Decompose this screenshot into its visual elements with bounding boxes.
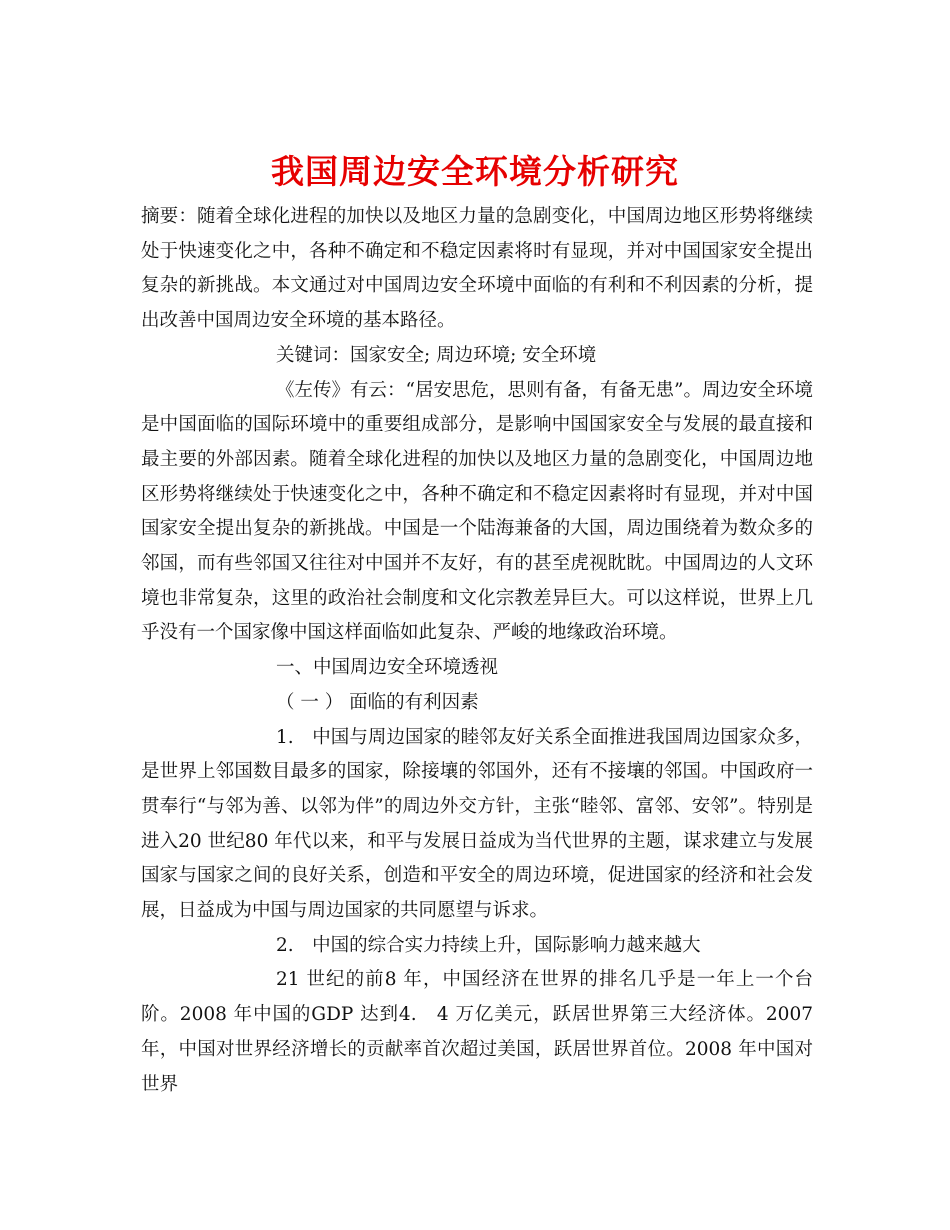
- point-1-paragraph: 1. 中国与周边国家的睦邻友好关系全面推进我国周边国家众多，是世界上邻国数目最多的国家，除接壤的邻国外，还有不接壤的邻国。中国政府一贯奉行“与邻为善、以邻为伴”的周边外交方针，主张“睦邻、富邻、安邻”。特别是进入20 世纪80 年代以来，和平与发展日益成为当代世界的主题，谋求建立与发展国家与国家之间的良好关系，创造和平安全的周边环境，促进国家的经济和社会发展，日益成为中国与周边国家的共同愿望与诉求。: [141, 726, 813, 922]
- point-2-paragraph: 21 世纪的前8 年，中国经济在世界的排名几乎是一年上一个台阶。2008 年中国的GDP 达到4. 4 万亿美元，跃居世界第三大经济体。2007 年，中国对世界经济增长的贡献率首次超过美国，跃居世界首位。2008 年中国对世界: [141, 969, 813, 1095]
- document-title: 我国周边安全环境分析研究: [271, 152, 679, 192]
- subsection-heading: （ 一 ） 面临的有利因素: [276, 691, 479, 713]
- point-2-heading: 2. 中国的综合实力持续上升，国际影响力越来越大: [276, 934, 701, 956]
- keywords-paragraph: 关键词：国家安全; 周边环境; 安全环境: [276, 344, 597, 366]
- document-body: [141, 200, 813, 1102]
- section-heading: 一、中国周边安全环境透视: [276, 657, 499, 679]
- intro-paragraph: 《左传》有云：“居安思危，思则有备，有备无患”。周边安全环境是中国面临的国际环境中的重要组成部分，是影响中国国家安全与发展的最直接和最主要的外部因素。随着全球化进程的加快以及地区力量的急剧变化，中国周边地区形势将继续处于快速变化之中，各种不确定和不稳定因素将时有显现，并对中国国家安全提出复杂的新挑战。中国是一个陆海兼备的大国，周边围绕着为数众多的邻国，而有些邻国又往往对中国并不友好，有的甚至虎视眈眈。中国周边的人文环境也非常复杂，这里的政治社会制度和文化宗教差异巨大。可以这样说，世界上几乎没有一个国家像中国这样面临如此复杂、严峻的地缘政治环境。: [141, 379, 813, 644]
- abstract-paragraph: 摘要：随着全球化进程的加快以及地区力量的急剧变化，中国周边地区形势将继续处于快速变化之中，各种不确定和不稳定因素将时有显现，并对中国国家安全提出复杂的新挑战。本文通过对中国周边安全环境中面临的有利和不利因素的分析，提出改善中国周边安全环境的基本路径。: [141, 206, 813, 332]
